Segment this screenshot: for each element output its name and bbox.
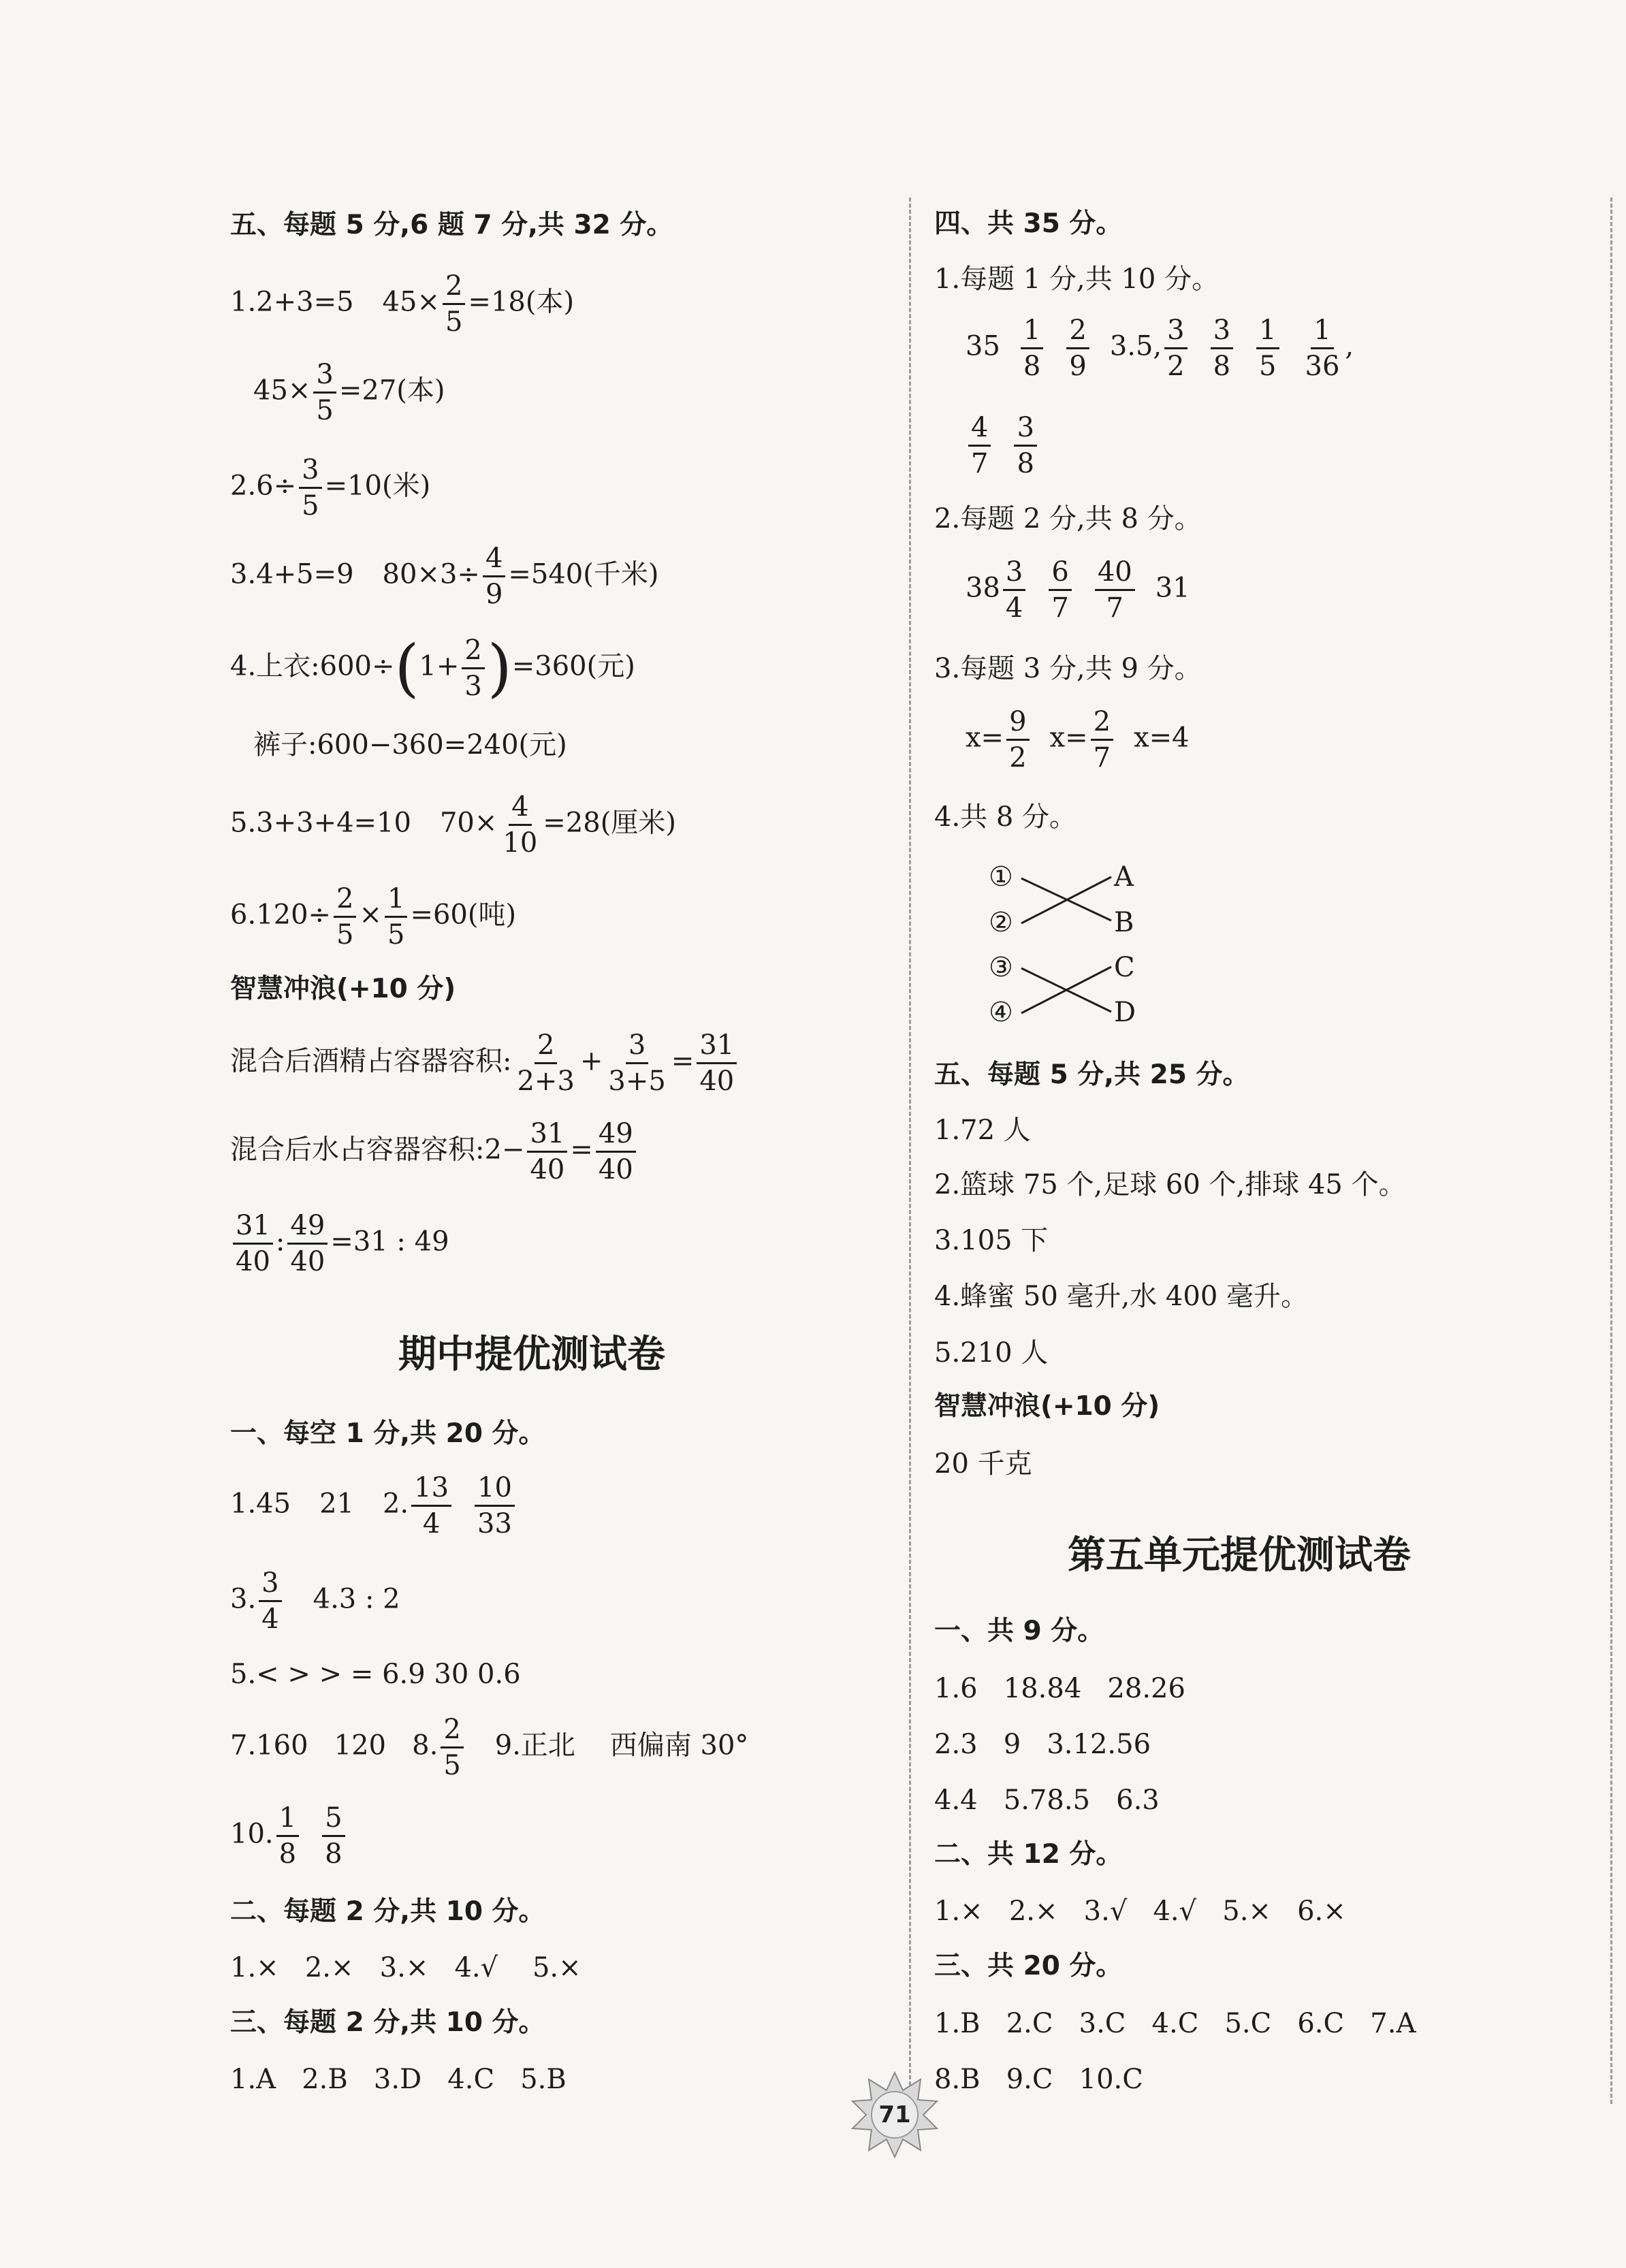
fraction: $\frac{1}{5}$ — [385, 885, 407, 948]
part-3-heading: 3.每题 3 分,共 9 分。 — [934, 653, 1202, 684]
fraction: $\frac{49}{40}$ — [287, 1212, 328, 1275]
section-five-heading: 五、每题 5 分,6 题 7 分,共 32 分。 — [230, 210, 673, 240]
match-right-b: B — [1114, 907, 1134, 938]
part-1-answers: 35 $\frac{1}{8}$ $\frac{2}{9}$ 3.5, $\frac{3}{2}$ $\frac{3}{8}$ $\frac{1}{5}$ $\frac{1}{36}$ , — [966, 315, 1354, 382]
part-4-heading: 4.共 8 分。 — [934, 801, 1077, 833]
match-left-2: ② — [989, 907, 1013, 938]
match-left-3: ③ — [989, 952, 1013, 983]
section-four-heading: 四、共 35 分。 — [934, 208, 1123, 239]
fraction: $\frac{10}{33}$ — [475, 1474, 515, 1537]
fraction: $\frac{4}{9}$ — [483, 545, 505, 608]
match-left-4: ④ — [989, 997, 1013, 1028]
fraction: $\frac{5}{8}$ — [322, 1804, 345, 1868]
match-left-1: ① — [989, 861, 1013, 893]
fraction: $\frac{3}{5}$ — [313, 361, 336, 424]
fraction: $\frac{31}{40}$ — [527, 1120, 567, 1183]
page-number: 71 — [878, 2101, 911, 2128]
fraction: $\frac{1}{8}$ — [1021, 317, 1043, 380]
fraction: $\frac{1}{36}$ — [1305, 315, 1340, 382]
fraction: $\frac{3}{8}$ — [1211, 317, 1233, 380]
unit5-answers-1b: 2.3 9 3.12.56 — [934, 1729, 1151, 1760]
answer-5-4: 4.上衣:600÷(1+ $\frac{2}{3}$ )=360(元) — [230, 631, 635, 705]
fraction: $\frac{3}{5}$ — [299, 456, 321, 520]
answer-5-5: 5.3+3+4=10 70× $\frac{4}{10}$ =28(厘米) — [230, 791, 676, 859]
fraction: $\frac{40}{7}$ — [1095, 558, 1135, 622]
fraction: $\frac{4}{7}$ — [968, 414, 991, 477]
answer-r5-4: 4.蜂蜜 50 毫升,水 400 毫升。 — [934, 1281, 1308, 1312]
part-2-heading: 2.每题 2 分,共 8 分。 — [934, 503, 1202, 534]
answer-5-1: 1.2+3=5 45× $\frac{2}{5}$ =18(本) — [230, 270, 575, 338]
answer-5-1-cont: 45× $\frac{3}{5}$ =27(本) — [253, 359, 445, 426]
part-2-answers: 38 $\frac{3}{4}$ $\frac{6}{7}$ $\frac{40}{7}$ 31 — [966, 556, 1190, 624]
unit5-answers-1c: 4.4 5.78.5 6.3 — [934, 1785, 1160, 1816]
fraction: $\frac{2}{2+3}$ — [517, 1029, 575, 1097]
fraction: $\frac{3}{4}$ — [1003, 558, 1025, 622]
unit5-answers-2: 1.× 2.× 3.√ 4.√ 5.× 6.× — [934, 1896, 1346, 1927]
fraction: $\frac{3}{3+5}$ — [608, 1029, 666, 1097]
midterm-heading-2: 二、每题 2 分,共 10 分。 — [230, 1896, 545, 1927]
bonus-line-3: $\frac{31}{40}$ : $\frac{49}{40}$ =31 : 49 — [230, 1212, 449, 1275]
bonus-answer-right: 20 千克 — [934, 1448, 1032, 1480]
match-right-c: C — [1114, 952, 1135, 983]
fraction: $\frac{13}{4}$ — [411, 1474, 451, 1537]
midterm-heading-1: 一、每空 1 分,共 20 分。 — [230, 1418, 545, 1449]
midterm-answer-10: 10. $\frac{1}{8}$ $\frac{5}{8}$ — [230, 1804, 348, 1868]
answer-5-2: 2.6÷ $\frac{3}{5}$ =10(米) — [230, 454, 431, 522]
midterm-answer-5: 5.< > > = 6.9 30 0.6 — [230, 1659, 521, 1690]
fraction: $\frac{2}{5}$ — [443, 272, 465, 336]
fraction: $\frac{31}{40}$ — [697, 1032, 737, 1095]
unit5-answers-3a: 1.B 2.C 3.C 4.C 5.C 6.C 7.A — [934, 2008, 1416, 2039]
fraction: $\frac{31}{40}$ — [233, 1212, 273, 1275]
midterm-title: 期中提优测试卷 — [398, 1332, 665, 1377]
fraction: $\frac{3}{4}$ — [259, 1569, 281, 1633]
answer-r5-2: 2.篮球 75 个,足球 60 个,排球 45 个。 — [934, 1169, 1406, 1200]
answer-r5-5: 5.210 人 — [934, 1337, 1049, 1369]
fraction: $\frac{2}{5}$ — [441, 1716, 463, 1779]
bonus-heading-right: 智慧冲浪(+10 分) — [934, 1391, 1160, 1422]
part-3-answers: x= $\frac{9}{2}$ x= $\frac{2}{7}$ x=4 — [966, 706, 1190, 773]
unit5-answers-1a: 1.6 18.84 28.26 — [934, 1673, 1185, 1704]
fraction: $\frac{1}{8}$ — [276, 1804, 299, 1868]
midterm-answer-1: 1.45 21 2. $\frac{13}{4}$ $\frac{10}{33}$ — [230, 1474, 517, 1537]
fraction: $\frac{49}{40}$ — [596, 1120, 636, 1183]
answer-r5-1: 1.72 人 — [934, 1115, 1031, 1146]
fraction: $\frac{2}{7}$ — [1091, 708, 1113, 771]
fraction: $\frac{6}{7}$ — [1049, 558, 1071, 622]
midterm-answers-2: 1.× 2.× 3.× 4.√ 5.× — [230, 1952, 581, 1983]
answer-5-4-cont: 裤子:600−360=240(元) — [253, 729, 567, 761]
answer-r5-3: 3.105 下 — [934, 1225, 1049, 1256]
unit5-heading-3: 三、共 20 分。 — [934, 1951, 1123, 1981]
fraction: $\frac{1}{5}$ — [1256, 317, 1279, 380]
fraction: $\frac{2}{9}$ — [1066, 317, 1089, 380]
fraction: $\frac{3}{2}$ — [1164, 317, 1187, 380]
fraction: $\frac{2}{3}$ — [462, 637, 484, 700]
unit5-title: 第五单元提优测试卷 — [1068, 1533, 1411, 1578]
bonus-line-2: 混合后水占容器容积:2− $\frac{31}{40}$ = $\frac{49}{40}$ — [230, 1120, 639, 1183]
bonus-heading-left: 智慧冲浪(+10 分) — [230, 974, 456, 1004]
match-right-a: A — [1114, 861, 1134, 893]
bonus-line-1: 混合后酒精占容器容积: $\frac{2}{2+3}$ + $\frac{3}{3+5}$ = $\frac{31}{40}$ — [230, 1032, 739, 1095]
fraction: $\frac{9}{2}$ — [1006, 708, 1029, 771]
fraction: $\frac{3}{8}$ — [1014, 414, 1036, 477]
fraction: $\frac{4}{10}$ — [503, 791, 538, 859]
midterm-heading-3: 三、每题 2 分,共 10 分。 — [230, 2007, 545, 2038]
midterm-answers-3: 1.A 2.B 3.D 4.C 5.B — [230, 2064, 567, 2095]
unit5-heading-1: 一、共 9 分。 — [934, 1616, 1104, 1646]
midterm-answer-7: 7.160 120 8. $\frac{2}{5}$ 9.正北 西偏南 30° — [230, 1714, 749, 1781]
midterm-answer-3: 3. $\frac{3}{4}$ 4.3 : 2 — [230, 1567, 400, 1635]
unit5-heading-2: 二、共 12 分。 — [934, 1839, 1123, 1870]
answer-5-3: 3.4+5=9 80×3÷ $\frac{4}{9}$ =540(千米) — [230, 543, 659, 610]
section-five-right-heading: 五、每题 5 分,共 25 分。 — [934, 1059, 1249, 1090]
part-1-heading: 1.每题 1 分,共 10 分。 — [934, 263, 1220, 295]
unit5-answers-3b: 8.B 9.C 10.C — [934, 2064, 1143, 2095]
answer-5-6: 6.120÷ $\frac{2}{5}$ × $\frac{1}{5}$ =60(吨) — [230, 883, 517, 951]
fraction: $\frac{2}{5}$ — [334, 885, 356, 948]
match-right-d: D — [1114, 997, 1136, 1028]
